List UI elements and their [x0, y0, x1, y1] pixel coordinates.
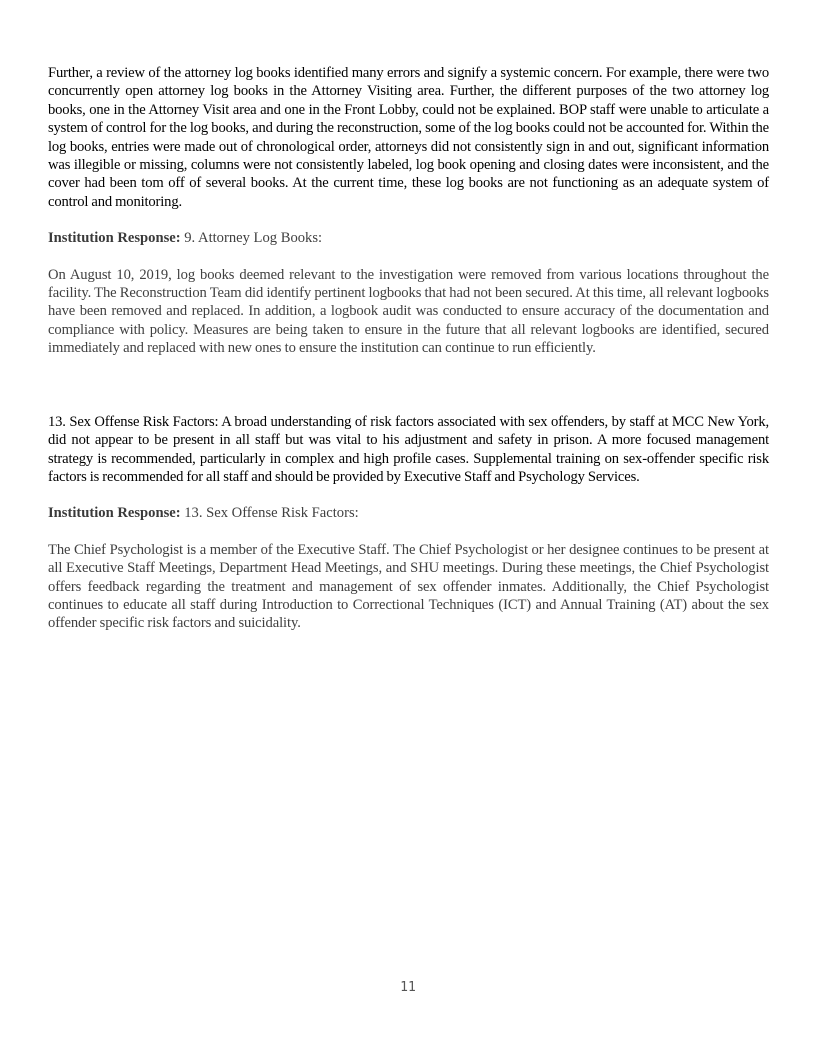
response-topic: 9. Attorney Log Books:	[180, 230, 323, 247]
page-number: 11	[400, 980, 416, 995]
response-heading-sex-offense	[48, 504, 769, 522]
document-page	[48, 64, 769, 633]
finding-attorney-log-books: Further, a review of the attorney log books identified many errors and signify a systemic concern. For example, there were two concurrently open attorney log books in the Attorney Visiting area. Further, the different purposes of the two attorney log books, one in the Attorney Visit area and one in the Front Lobby, could not be explained. BOP staff were unable to articulate a system of control for the log books, and during the reconstruction, some of the log books could not be accounted for. Within the log books, entries were made out of chronological order, attorneys did not consistently sign in and out, significant information was illegible or missing, columns were not consistently labeled, log book opening and closing dates were inconsistent, and the cover had been tom off of several books. At the current time, these log books are not functioning as an adequate system of control and monitoring.	[48, 65, 769, 210]
response-sex-offense-risk-factors: The Chief Psychologist is a member of the Executive Staff. The Chief Psychologist or her designee continues to be present at all Executive Staff Meetings, Department Head Meetings, and SHU meetings. During these meetings, the Chief Psychologist offers feedback regarding the treatment and management of sex offender inmates. Additionally, the Chief Psychologist continues to educate all staff during Introduction to Correctional Techniques (ICT) and Annual Training (AT) about the sex offender specific risk factors and suicidality.	[48, 541, 769, 632]
response-heading-log-books	[48, 229, 769, 247]
response-topic: 13. Sex Offense Risk Factors:	[180, 505, 359, 522]
response-label: Institution Response:	[48, 230, 181, 247]
response-label: Institution Response:	[48, 505, 181, 522]
response-attorney-log-books: On August 10, 2019, log books deemed relevant to the investigation were removed from various locations throughout the facility. The Reconstruction Team did identify pertinent logbooks that had not been secured. At this time, all relevant logbooks have been removed and replaced. In addition, a logbook audit was conducted to ensure accuracy of the documentation and compliance with policy. Measures are being taken to ensure in the future that all relevant logbooks are identified, secured immediately and replaced with new ones to ensure the institution can continue to run efficiently.	[48, 266, 769, 357]
finding-sex-offense-risk-factors: 13. Sex Offense Risk Factors: A broad understanding of risk factors associated with sex offenders, by staff at MCC New York, did not appear to be present in all staff but was vital to his adjustment and safety in prison. A more focused management strategy is recommended, particularly in complex and high profile cases. Supplemental training on sex-offender specific risk factors is recommended for all staff and should be provided by Executive Staff and Psychology Services.	[48, 413, 769, 485]
